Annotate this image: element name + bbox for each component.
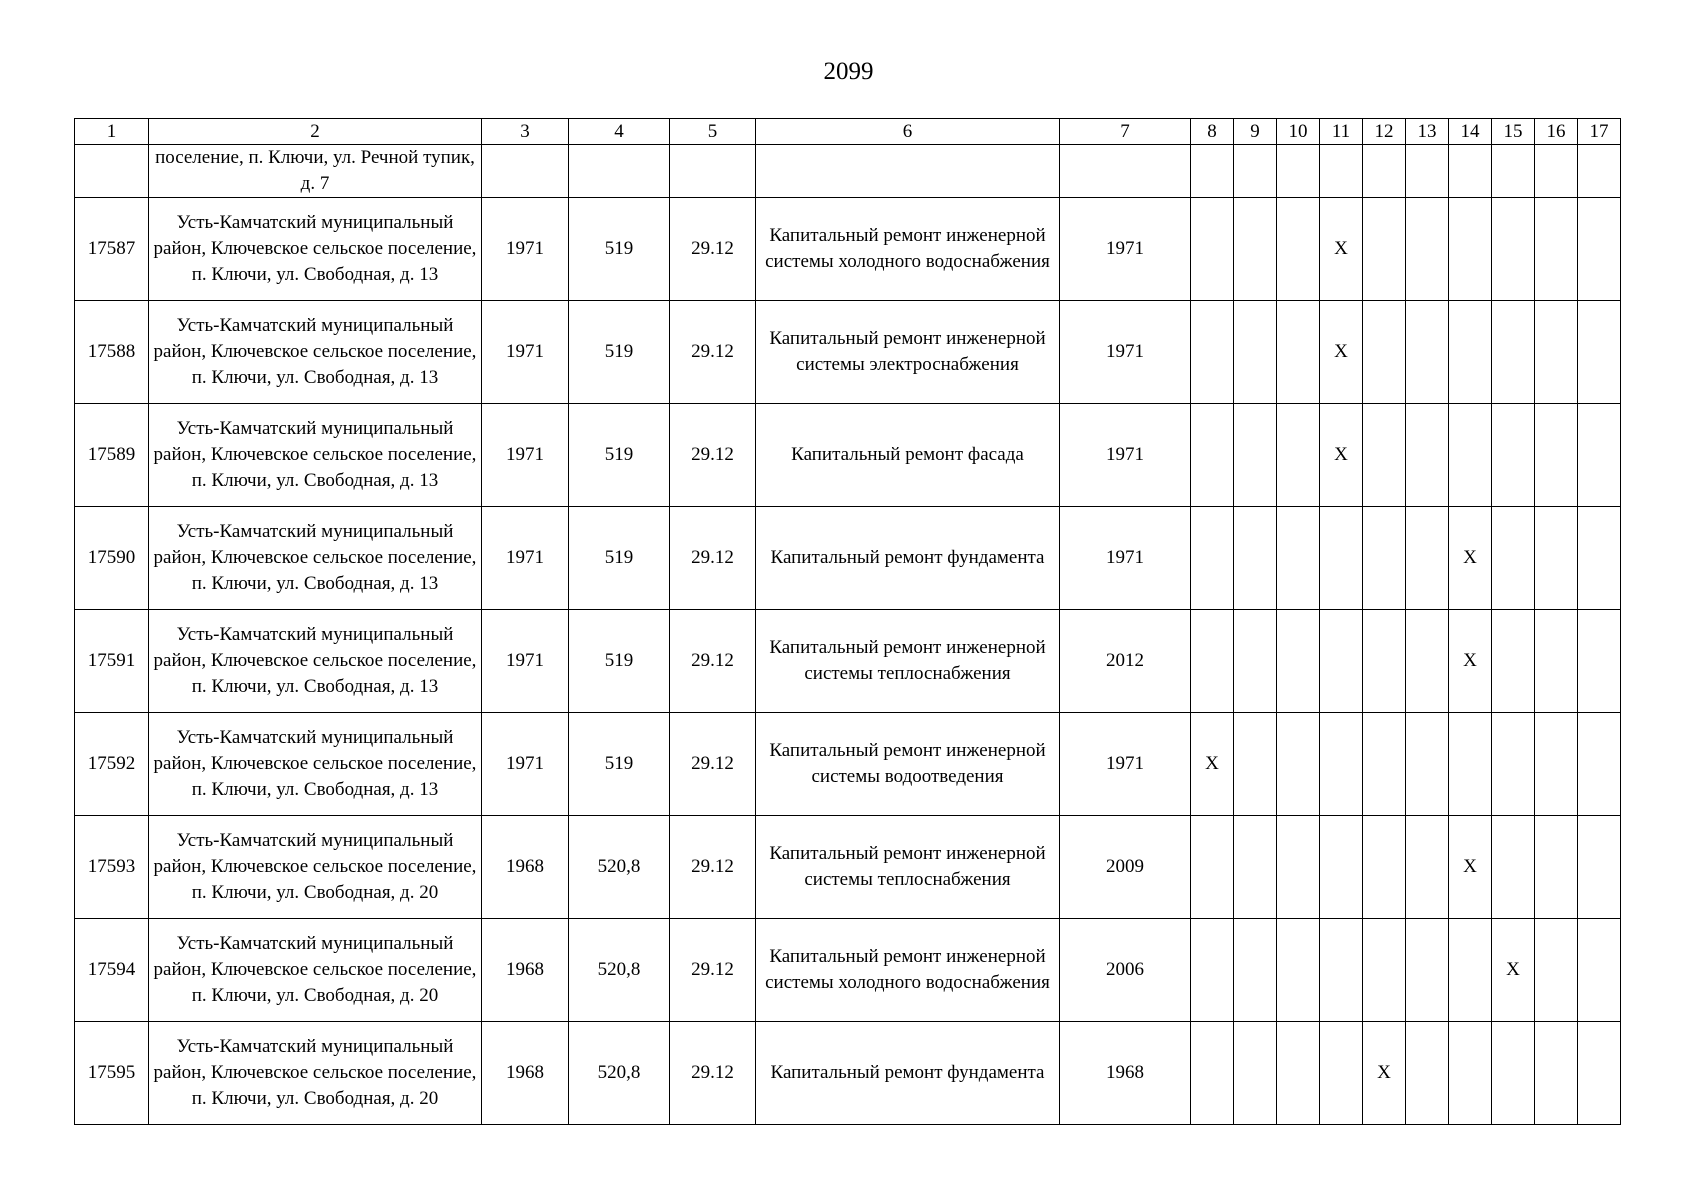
table-row — [75, 1022, 1621, 1125]
date-cell: 29.12 — [670, 610, 756, 713]
area-cell: 520,8 — [569, 816, 670, 919]
table-row — [75, 919, 1621, 1022]
period-mark-cell-12 — [1363, 198, 1406, 301]
construction-year-cell: 1968 — [482, 919, 569, 1022]
address-cell: поселение, п. Ключи, ул. Речной тупик, д. 7 — [149, 145, 482, 198]
date-cell: 29.12 — [670, 198, 756, 301]
period-mark-cell-9 — [1234, 816, 1277, 919]
area-cell: 519 — [569, 610, 670, 713]
record-number-cell: 17593 — [75, 816, 149, 919]
period-mark-cell-9 — [1234, 404, 1277, 507]
work-year-cell: 1971 — [1060, 198, 1191, 301]
period-mark-cell-13 — [1406, 507, 1449, 610]
period-mark-cell-11 — [1320, 507, 1363, 610]
repair-work-cell: Капитальный ремонт инженерной системы холодного водоснабжения — [756, 198, 1060, 301]
period-mark-cell-14 — [1449, 404, 1492, 507]
record-number-cell: 17595 — [75, 1022, 149, 1125]
period-mark-cell-10 — [1277, 713, 1320, 816]
period-mark-cell-17 — [1578, 1022, 1621, 1125]
period-mark-cell-16 — [1535, 404, 1578, 507]
period-mark-cell-16 — [1535, 610, 1578, 713]
period-mark-cell-11: X — [1320, 198, 1363, 301]
period-mark-cell-8 — [1191, 145, 1234, 198]
table-row — [75, 507, 1621, 610]
column-header-9: 9 — [1234, 119, 1277, 145]
table-header — [75, 119, 1621, 145]
period-mark-cell-13 — [1406, 816, 1449, 919]
period-mark-cell-16 — [1535, 507, 1578, 610]
period-mark-cell-13 — [1406, 404, 1449, 507]
period-mark-cell-14 — [1449, 1022, 1492, 1125]
continuation-row — [75, 145, 1621, 198]
address-cell: Усть-Камчатский муниципальный район, Ключевское сельское поселение, п. Ключи, ул. Свободная, д. 13 — [149, 404, 482, 507]
header-row — [75, 119, 1621, 145]
date-cell: 29.12 — [670, 919, 756, 1022]
period-mark-cell-12 — [1363, 816, 1406, 919]
area-cell: 520,8 — [569, 919, 670, 1022]
period-mark-cell-15 — [1492, 1022, 1535, 1125]
record-number-cell — [75, 145, 149, 198]
period-mark-cell-16 — [1535, 1022, 1578, 1125]
period-mark-cell-8: X — [1191, 713, 1234, 816]
period-mark-cell-17 — [1578, 713, 1621, 816]
construction-year-cell: 1968 — [482, 1022, 569, 1125]
repair-work-cell: Капитальный ремонт фундамента — [756, 1022, 1060, 1125]
period-mark-cell-13 — [1406, 919, 1449, 1022]
construction-year-cell: 1971 — [482, 507, 569, 610]
period-mark-cell-14 — [1449, 198, 1492, 301]
column-header-4: 4 — [569, 119, 670, 145]
period-mark-cell-9 — [1234, 301, 1277, 404]
column-header-1: 1 — [75, 119, 149, 145]
period-mark-cell-14: X — [1449, 610, 1492, 713]
period-mark-cell-12: X — [1363, 1022, 1406, 1125]
period-mark-cell-11 — [1320, 1022, 1363, 1125]
period-mark-cell-15 — [1492, 198, 1535, 301]
period-mark-cell-8 — [1191, 919, 1234, 1022]
period-mark-cell-14: X — [1449, 507, 1492, 610]
construction-year-cell: 1971 — [482, 713, 569, 816]
repair-work-cell: Капитальный ремонт инженерной системы водоотведения — [756, 713, 1060, 816]
address-cell: Усть-Камчатский муниципальный район, Ключевское сельское поселение, п. Ключи, ул. Свободная, д. 13 — [149, 301, 482, 404]
date-cell: 29.12 — [670, 301, 756, 404]
period-mark-cell-11 — [1320, 713, 1363, 816]
table-row — [75, 816, 1621, 919]
period-mark-cell-8 — [1191, 404, 1234, 507]
period-mark-cell-15: X — [1492, 919, 1535, 1022]
work-year-cell: 1971 — [1060, 713, 1191, 816]
area-cell: 520,8 — [569, 1022, 670, 1125]
period-mark-cell-17 — [1578, 507, 1621, 610]
column-header-15: 15 — [1492, 119, 1535, 145]
period-mark-cell-12 — [1363, 404, 1406, 507]
address-cell: Усть-Камчатский муниципальный район, Ключевское сельское поселение, п. Ключи, ул. Свободная, д. 13 — [149, 507, 482, 610]
period-mark-cell-9 — [1234, 919, 1277, 1022]
column-header-17: 17 — [1578, 119, 1621, 145]
period-mark-cell-8 — [1191, 198, 1234, 301]
record-number-cell: 17591 — [75, 610, 149, 713]
table-row — [75, 301, 1621, 404]
period-mark-cell-15 — [1492, 404, 1535, 507]
period-mark-cell-16 — [1535, 713, 1578, 816]
address-cell: Усть-Камчатский муниципальный район, Ключевское сельское поселение, п. Ключи, ул. Свободная, д. 20 — [149, 919, 482, 1022]
period-mark-cell-8 — [1191, 1022, 1234, 1125]
period-mark-cell-15 — [1492, 713, 1535, 816]
period-mark-cell-16 — [1535, 198, 1578, 301]
period-mark-cell-10 — [1277, 919, 1320, 1022]
column-header-5: 5 — [670, 119, 756, 145]
period-mark-cell-9 — [1234, 198, 1277, 301]
address-cell: Усть-Камчатский муниципальный район, Ключевское сельское поселение, п. Ключи, ул. Свободная, д. 13 — [149, 610, 482, 713]
page-number: 2099 — [823, 58, 874, 85]
work-year-cell — [1060, 145, 1191, 198]
period-mark-cell-13 — [1406, 610, 1449, 713]
area-cell: 519 — [569, 198, 670, 301]
period-mark-cell-14: X — [1449, 816, 1492, 919]
table-row — [75, 713, 1621, 816]
period-mark-cell-13 — [1406, 198, 1449, 301]
date-cell: 29.12 — [670, 713, 756, 816]
date-cell — [670, 145, 756, 198]
column-header-7: 7 — [1060, 119, 1191, 145]
column-header-12: 12 — [1363, 119, 1406, 145]
period-mark-cell-11 — [1320, 816, 1363, 919]
work-year-cell: 2006 — [1060, 919, 1191, 1022]
work-year-cell: 1971 — [1060, 404, 1191, 507]
repair-work-cell: Капитальный ремонт фасада — [756, 404, 1060, 507]
column-header-10: 10 — [1277, 119, 1320, 145]
repair-work-cell: Капитальный ремонт фундамента — [756, 507, 1060, 610]
date-cell: 29.12 — [670, 507, 756, 610]
record-number-cell: 17594 — [75, 919, 149, 1022]
period-mark-cell-15 — [1492, 507, 1535, 610]
table-body — [75, 145, 1621, 1125]
column-header-11: 11 — [1320, 119, 1363, 145]
period-mark-cell-10 — [1277, 301, 1320, 404]
period-mark-cell-8 — [1191, 507, 1234, 610]
column-header-8: 8 — [1191, 119, 1234, 145]
column-header-2: 2 — [149, 119, 482, 145]
period-mark-cell-11 — [1320, 610, 1363, 713]
work-year-cell: 1971 — [1060, 507, 1191, 610]
period-mark-cell-17 — [1578, 816, 1621, 919]
period-mark-cell-14 — [1449, 919, 1492, 1022]
work-year-cell: 2012 — [1060, 610, 1191, 713]
period-mark-cell-9 — [1234, 145, 1277, 198]
period-mark-cell-12 — [1363, 145, 1406, 198]
period-mark-cell-9 — [1234, 507, 1277, 610]
period-mark-cell-10 — [1277, 816, 1320, 919]
period-mark-cell-11: X — [1320, 301, 1363, 404]
period-mark-cell-15 — [1492, 816, 1535, 919]
period-mark-cell-11 — [1320, 145, 1363, 198]
work-year-cell: 1971 — [1060, 301, 1191, 404]
period-mark-cell-12 — [1363, 610, 1406, 713]
record-number-cell: 17589 — [75, 404, 149, 507]
period-mark-cell-12 — [1363, 507, 1406, 610]
period-mark-cell-10 — [1277, 198, 1320, 301]
period-mark-cell-17 — [1578, 404, 1621, 507]
address-cell: Усть-Камчатский муниципальный район, Ключевское сельское поселение, п. Ключи, ул. Свободная, д. 13 — [149, 198, 482, 301]
repair-work-cell: Капитальный ремонт инженерной системы электроснабжения — [756, 301, 1060, 404]
column-header-14: 14 — [1449, 119, 1492, 145]
record-number-cell: 17588 — [75, 301, 149, 404]
table-row — [75, 404, 1621, 507]
period-mark-cell-10 — [1277, 1022, 1320, 1125]
construction-year-cell: 1971 — [482, 198, 569, 301]
period-mark-cell-13 — [1406, 713, 1449, 816]
period-mark-cell-16 — [1535, 919, 1578, 1022]
repair-work-cell: Капитальный ремонт инженерной системы теплоснабжения — [756, 610, 1060, 713]
period-mark-cell-10 — [1277, 145, 1320, 198]
period-mark-cell-17 — [1578, 919, 1621, 1022]
area-cell: 519 — [569, 713, 670, 816]
record-number-cell: 17587 — [75, 198, 149, 301]
area-cell — [569, 145, 670, 198]
work-year-cell: 2009 — [1060, 816, 1191, 919]
period-mark-cell-12 — [1363, 713, 1406, 816]
repair-work-cell: Капитальный ремонт инженерной системы теплоснабжения — [756, 816, 1060, 919]
construction-year-cell: 1968 — [482, 816, 569, 919]
address-cell: Усть-Камчатский муниципальный район, Ключевское сельское поселение, п. Ключи, ул. Свободная, д. 20 — [149, 816, 482, 919]
period-mark-cell-17 — [1578, 301, 1621, 404]
period-mark-cell-13 — [1406, 301, 1449, 404]
period-mark-cell-17 — [1578, 198, 1621, 301]
period-mark-cell-12 — [1363, 301, 1406, 404]
period-mark-cell-17 — [1578, 145, 1621, 198]
date-cell: 29.12 — [670, 404, 756, 507]
column-header-13: 13 — [1406, 119, 1449, 145]
record-number-cell: 17592 — [75, 713, 149, 816]
construction-year-cell: 1971 — [482, 404, 569, 507]
period-mark-cell-16 — [1535, 145, 1578, 198]
construction-year-cell: 1971 — [482, 610, 569, 713]
area-cell: 519 — [569, 301, 670, 404]
period-mark-cell-15 — [1492, 301, 1535, 404]
area-cell: 519 — [569, 404, 670, 507]
period-mark-cell-9 — [1234, 610, 1277, 713]
period-mark-cell-10 — [1277, 610, 1320, 713]
repair-work-cell — [756, 145, 1060, 198]
construction-year-cell — [482, 145, 569, 198]
period-mark-cell-8 — [1191, 816, 1234, 919]
period-mark-cell-16 — [1535, 816, 1578, 919]
period-mark-cell-8 — [1191, 610, 1234, 713]
column-header-3: 3 — [482, 119, 569, 145]
period-mark-cell-13 — [1406, 1022, 1449, 1125]
work-year-cell: 1968 — [1060, 1022, 1191, 1125]
period-mark-cell-14 — [1449, 145, 1492, 198]
period-mark-cell-11 — [1320, 919, 1363, 1022]
date-cell: 29.12 — [670, 1022, 756, 1125]
period-mark-cell-11: X — [1320, 404, 1363, 507]
area-cell: 519 — [569, 507, 670, 610]
construction-year-cell: 1971 — [482, 301, 569, 404]
column-header-6: 6 — [756, 119, 1060, 145]
repair-work-cell: Капитальный ремонт инженерной системы холодного водоснабжения — [756, 919, 1060, 1022]
period-mark-cell-14 — [1449, 301, 1492, 404]
period-mark-cell-15 — [1492, 610, 1535, 713]
period-mark-cell-13 — [1406, 145, 1449, 198]
column-header-16: 16 — [1535, 119, 1578, 145]
table-row — [75, 610, 1621, 713]
period-mark-cell-12 — [1363, 919, 1406, 1022]
period-mark-cell-9 — [1234, 1022, 1277, 1125]
period-mark-cell-16 — [1535, 301, 1578, 404]
date-cell: 29.12 — [670, 816, 756, 919]
period-mark-cell-8 — [1191, 301, 1234, 404]
table-row — [75, 198, 1621, 301]
period-mark-cell-9 — [1234, 713, 1277, 816]
capital-repair-register-table — [74, 118, 1621, 1125]
record-number-cell: 17590 — [75, 507, 149, 610]
period-mark-cell-15 — [1492, 145, 1535, 198]
period-mark-cell-14 — [1449, 713, 1492, 816]
period-mark-cell-10 — [1277, 507, 1320, 610]
period-mark-cell-17 — [1578, 610, 1621, 713]
address-cell: Усть-Камчатский муниципальный район, Ключевское сельское поселение, п. Ключи, ул. Свободная, д. 13 — [149, 713, 482, 816]
period-mark-cell-10 — [1277, 404, 1320, 507]
address-cell: Усть-Камчатский муниципальный район, Ключевское сельское поселение, п. Ключи, ул. Свободная, д. 20 — [149, 1022, 482, 1125]
